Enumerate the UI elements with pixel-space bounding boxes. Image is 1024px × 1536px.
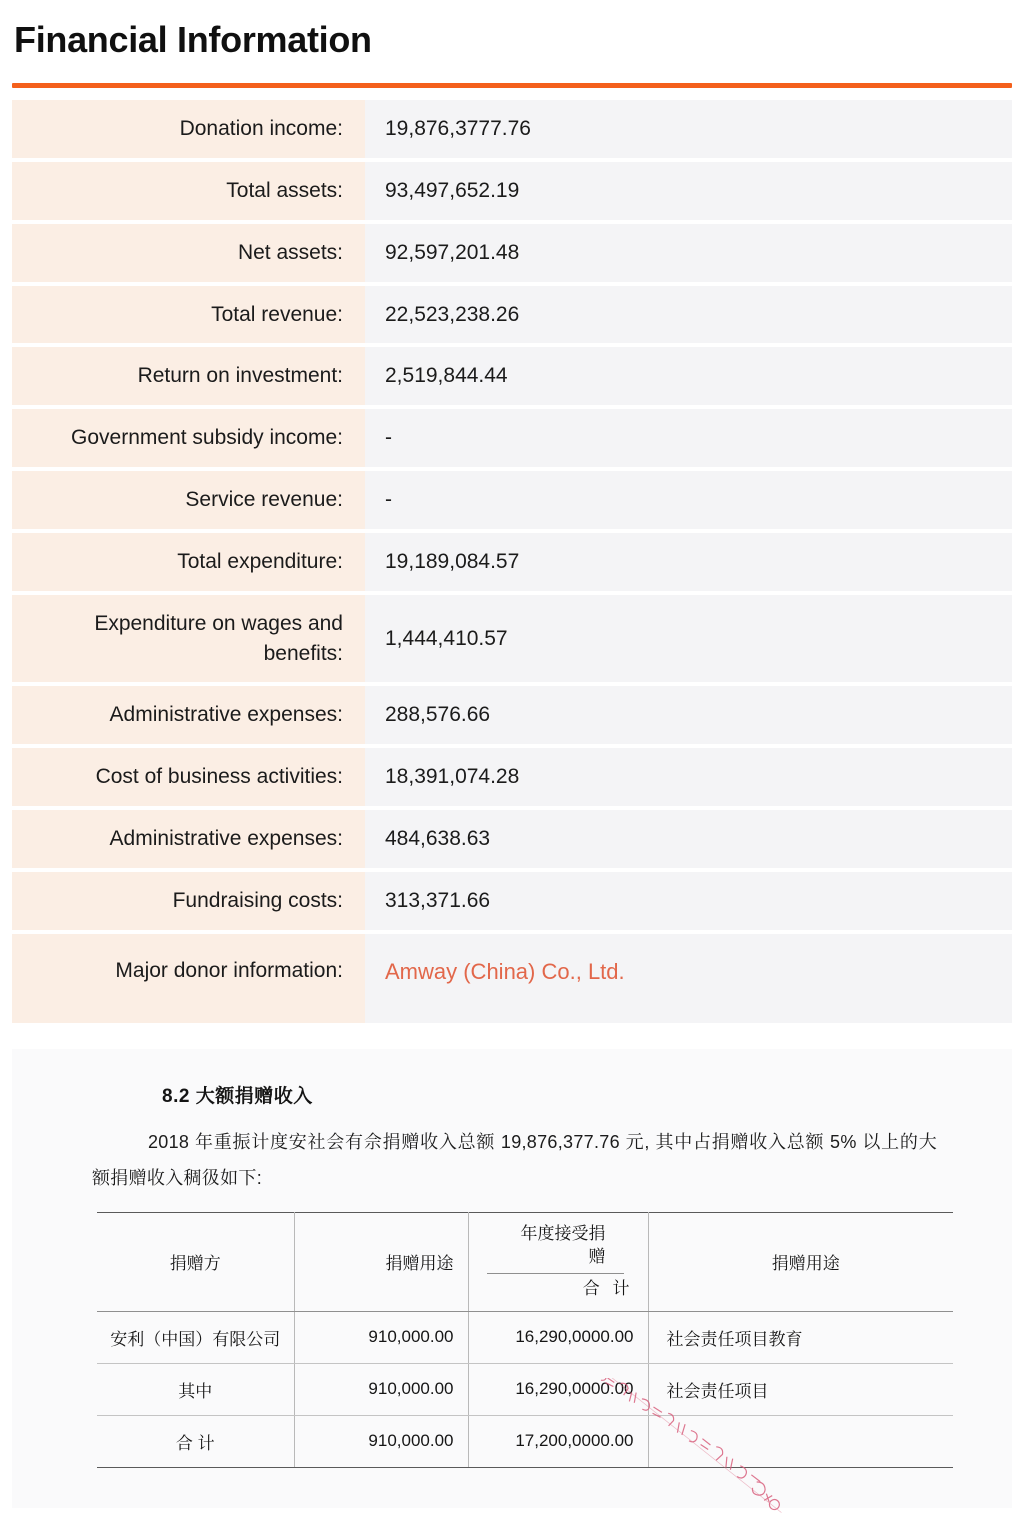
financial-row-label: Return on investment:	[12, 347, 365, 405]
financial-row-label: Administrative expenses:	[12, 810, 365, 868]
table-row	[12, 286, 1012, 344]
financial-row-value: 2,519,844.44	[365, 347, 1012, 405]
table-row	[97, 1311, 953, 1363]
stacked-header	[477, 1223, 634, 1301]
column-header-annual-received	[468, 1212, 648, 1311]
donation-row-use-1: 910,000.00	[294, 1311, 468, 1363]
document-section-heading: 8.2 大额捐赠收入	[162, 1085, 313, 1107]
donation-row-amount: 16,290,0000.00	[468, 1363, 648, 1415]
total-label: 合 计	[582, 1278, 634, 1298]
table-header-row	[97, 1212, 953, 1311]
financial-row-label: Donation income:	[12, 100, 365, 158]
major-donor-label: Major donor information:	[12, 934, 365, 1023]
donation-row-amount: 17,200,0000.00	[468, 1415, 648, 1467]
financial-row-value: 92,597,201.48	[365, 224, 1012, 282]
financial-row-label: Fundraising costs:	[12, 872, 365, 930]
financial-row-value: 93,497,652.19	[365, 162, 1012, 220]
financial-row-label: Total revenue:	[12, 286, 365, 344]
table-row	[12, 471, 1012, 529]
table-row	[12, 686, 1012, 744]
donation-row-amount: 16,290,0000.00	[468, 1311, 648, 1363]
table-row	[12, 409, 1012, 467]
title-divider-rule	[12, 83, 1012, 88]
table-row	[97, 1415, 953, 1467]
financial-row-label: Total assets:	[12, 162, 365, 220]
major-donation-table-head	[97, 1212, 953, 1311]
table-row	[12, 810, 1012, 868]
donation-row-party: 合 计	[97, 1415, 294, 1467]
financial-row-label: Net assets:	[12, 224, 365, 282]
table-row	[12, 162, 1012, 220]
financial-row-value: 1,444,410.57	[365, 595, 1012, 683]
page-title: Financial Information	[14, 19, 372, 60]
financial-row-value: 313,371.66	[365, 872, 1012, 930]
donation-row-use-1: 910,000.00	[294, 1415, 468, 1467]
table-row	[12, 872, 1012, 930]
donation-row-party: 安利（中国）有限公司	[97, 1311, 294, 1363]
major-donor-row	[12, 934, 1012, 1023]
source-document-panel	[12, 1049, 1012, 1508]
financial-information-table	[12, 96, 1012, 1027]
financial-row-value: -	[365, 471, 1012, 529]
table-row	[12, 100, 1012, 158]
table-row	[97, 1363, 953, 1415]
donation-row-use-2	[648, 1415, 953, 1467]
financial-row-value: 19,189,084.57	[365, 533, 1012, 591]
column-header-donation-use-1: 捐赠用途	[294, 1212, 468, 1311]
financial-row-label: Government subsidy income:	[12, 409, 365, 467]
financial-row-label: Expenditure on wages and benefits:	[12, 595, 365, 683]
donation-row-party: 其中	[97, 1363, 294, 1415]
financial-row-value: 484,638.63	[365, 810, 1012, 868]
table-row	[12, 595, 1012, 683]
table-row	[12, 748, 1012, 806]
column-header-donor-party: 捐赠方	[97, 1212, 294, 1311]
table-row	[12, 224, 1012, 282]
donation-row-use-2: 社会责任项目教育	[648, 1311, 953, 1363]
financial-row-value: -	[365, 409, 1012, 467]
paragraph-text: 2018 年重振计度安社会有佘捐赠收入总额 19,876,377.76 元, 其中占捐赠收入总额 5% 以上的大额捐赠收入稠彶如下:	[92, 1131, 937, 1188]
financial-row-label: Cost of business activities:	[12, 748, 365, 806]
financial-row-value: 288,576.66	[365, 686, 1012, 744]
donation-row-use-1: 910,000.00	[294, 1363, 468, 1415]
financial-table-body	[12, 100, 1012, 1023]
table-row	[12, 347, 1012, 405]
donation-row-use-2: 社会责任项目	[648, 1363, 953, 1415]
document-paragraph	[92, 1124, 937, 1196]
financial-row-value: 18,391,074.28	[365, 748, 1012, 806]
financial-row-label: Total expenditure:	[12, 533, 365, 591]
column-header-donation-use-2: 捐赠用途	[648, 1212, 953, 1311]
major-donation-table	[97, 1212, 953, 1468]
major-donation-table-body	[97, 1311, 953, 1467]
financial-row-label: Service revenue:	[12, 471, 365, 529]
financial-row-value: 19,876,3777.76	[365, 100, 1012, 158]
financial-row-value: 22,523,238.26	[365, 286, 1012, 344]
table-row	[12, 533, 1012, 591]
major-donor-value: Amway (China) Co., Ltd.	[365, 934, 1012, 1023]
financial-row-label: Administrative expenses:	[12, 686, 365, 744]
annual-received-label: 年度接受捐赠	[487, 1223, 624, 1274]
